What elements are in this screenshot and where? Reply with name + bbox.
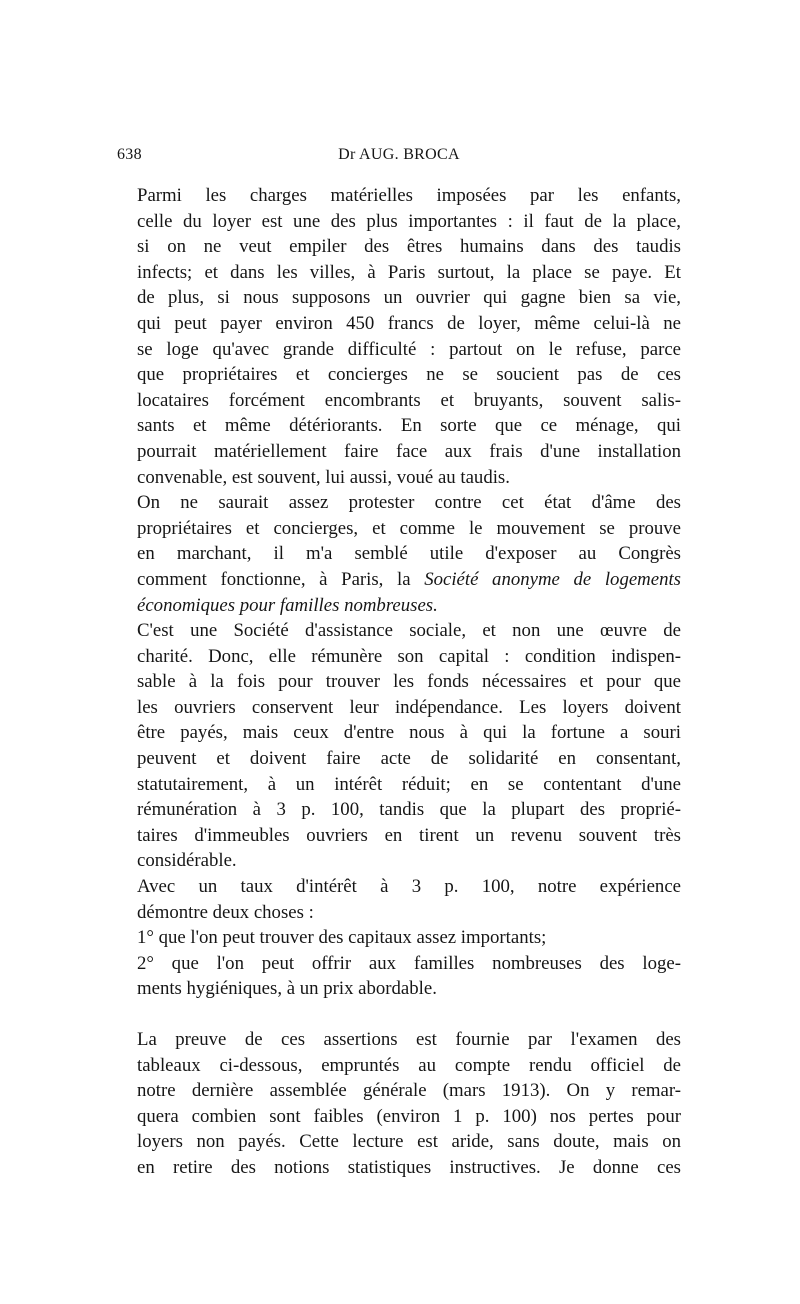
list-item-housing: [117, 951, 681, 1002]
body-text: [117, 183, 681, 1181]
text-line: [117, 567, 681, 593]
text-line: les ouvriers conservent leur indépendance. Les loyers doivent: [137, 696, 681, 718]
text-line: charité. Donc, elle rémunère son capital : condition indispen-: [137, 645, 681, 667]
text-line: être payés, mais ceux d'entre nous à qui la fortune a souri: [137, 722, 681, 744]
text-line: démontre deux choses :: [137, 901, 314, 923]
text-line: sable à la fois pour trouver les fonds nécessaires et pour que: [137, 671, 681, 693]
text-line: quera combien sont faibles (environ 1 p. 100) nos pertes pour: [137, 1105, 681, 1127]
text-line: tableaux ci-dessous, empruntés au compte rendu officiel de: [137, 1054, 681, 1076]
text-line: loyers non payés. Cette lecture est aride, sans doute, mais on: [137, 1131, 681, 1153]
society-name-continued: économiques pour familles nombreuses.: [137, 594, 438, 616]
text-line: [117, 593, 681, 619]
text-line: pourrait matériellement faire face aux frais d'une installation: [137, 440, 681, 462]
text-line: sants et même détériorants. En sorte que ce ménage, qui: [137, 415, 681, 437]
text-line: qui peut payer environ 450 francs de loyer, même celui-là ne: [137, 312, 681, 334]
text-line: taires d'immeubles ouvriers en tirent un revenu souvent très: [137, 824, 681, 846]
text-line: si on ne veut empiler des êtres humains dans des taudis: [137, 236, 681, 258]
text-line: 2° que l'on peut offrir aux familles nombreuses des loge-: [137, 952, 681, 974]
text-line: se loge qu'avec grande difficulté : partout on le refuse, parce: [137, 338, 681, 360]
text-line: notre dernière assemblée générale (mars 1913). On y remar-: [137, 1080, 681, 1102]
text-line: considérable.: [137, 850, 237, 872]
text-line: La preuve de ces assertions est fournie par l'examen des: [137, 1029, 681, 1050]
page-number: 638: [117, 146, 142, 163]
paragraph-rent-burden: [117, 183, 681, 490]
text-line: 1° que l'on peut trouver des capitaux assez importants;: [137, 927, 547, 949]
text-line: convenable, est souvent, lui aussi, voué au taudis.: [137, 466, 510, 488]
text-line: infects; et dans les villes, à Paris surtout, la place se paye. Et: [137, 261, 681, 283]
page-header: [117, 146, 681, 172]
text-line: Parmi les charges matérielles imposées par les enfants,: [137, 185, 681, 206]
text-line: propriétaires et concierges, et comme le mouvement se prouve: [137, 517, 681, 539]
text-line: en retire des notions statistiques instructives. Je donne ces: [137, 1156, 681, 1178]
paragraph-interest-rate: [117, 874, 681, 925]
paragraph-evidence: [117, 1027, 681, 1181]
text-line: de plus, si nous supposons un ouvrier qui gagne bien sa vie,: [137, 287, 681, 309]
society-name: Société anonyme de logements: [424, 568, 681, 590]
running-head: Dr AUG. BROCA: [338, 146, 460, 163]
list-item-capital: [117, 925, 681, 951]
text-line: celle du loyer est une des plus importantes : il faut de la place,: [137, 210, 681, 232]
text-line: rémunération à 3 p. 100, tandis que la plupart des proprié-: [137, 799, 681, 821]
text-line: ments hygiéniques, à un prix abordable.: [137, 978, 437, 1000]
text-line: en marchant, il m'a semblé utile d'exposer au Congrès: [137, 543, 681, 565]
text-line: que propriétaires et concierges ne se soucient pas de ces: [137, 364, 681, 386]
paragraph-social-assistance: [117, 618, 681, 874]
text-line: Avec un taux d'intérêt à 3 p. 100, notre expérience: [137, 876, 681, 898]
text-line: statutairement, à un intérêt réduit; en se contentant d'une: [137, 773, 681, 795]
text-line: peuvent et doivent faire acte de solidarité en consentant,: [137, 748, 681, 770]
paragraph-protest: [117, 490, 681, 618]
text-line: locataires forcément encombrants et bruyants, souvent salis-: [137, 389, 681, 411]
text-fragment: comment fonctionne, à Paris, la: [137, 568, 425, 590]
text-line: On ne saurait assez protester contre cet état d'âme des: [137, 492, 681, 514]
text-line: C'est une Société d'assistance sociale, et non une œuvre de: [137, 620, 681, 642]
